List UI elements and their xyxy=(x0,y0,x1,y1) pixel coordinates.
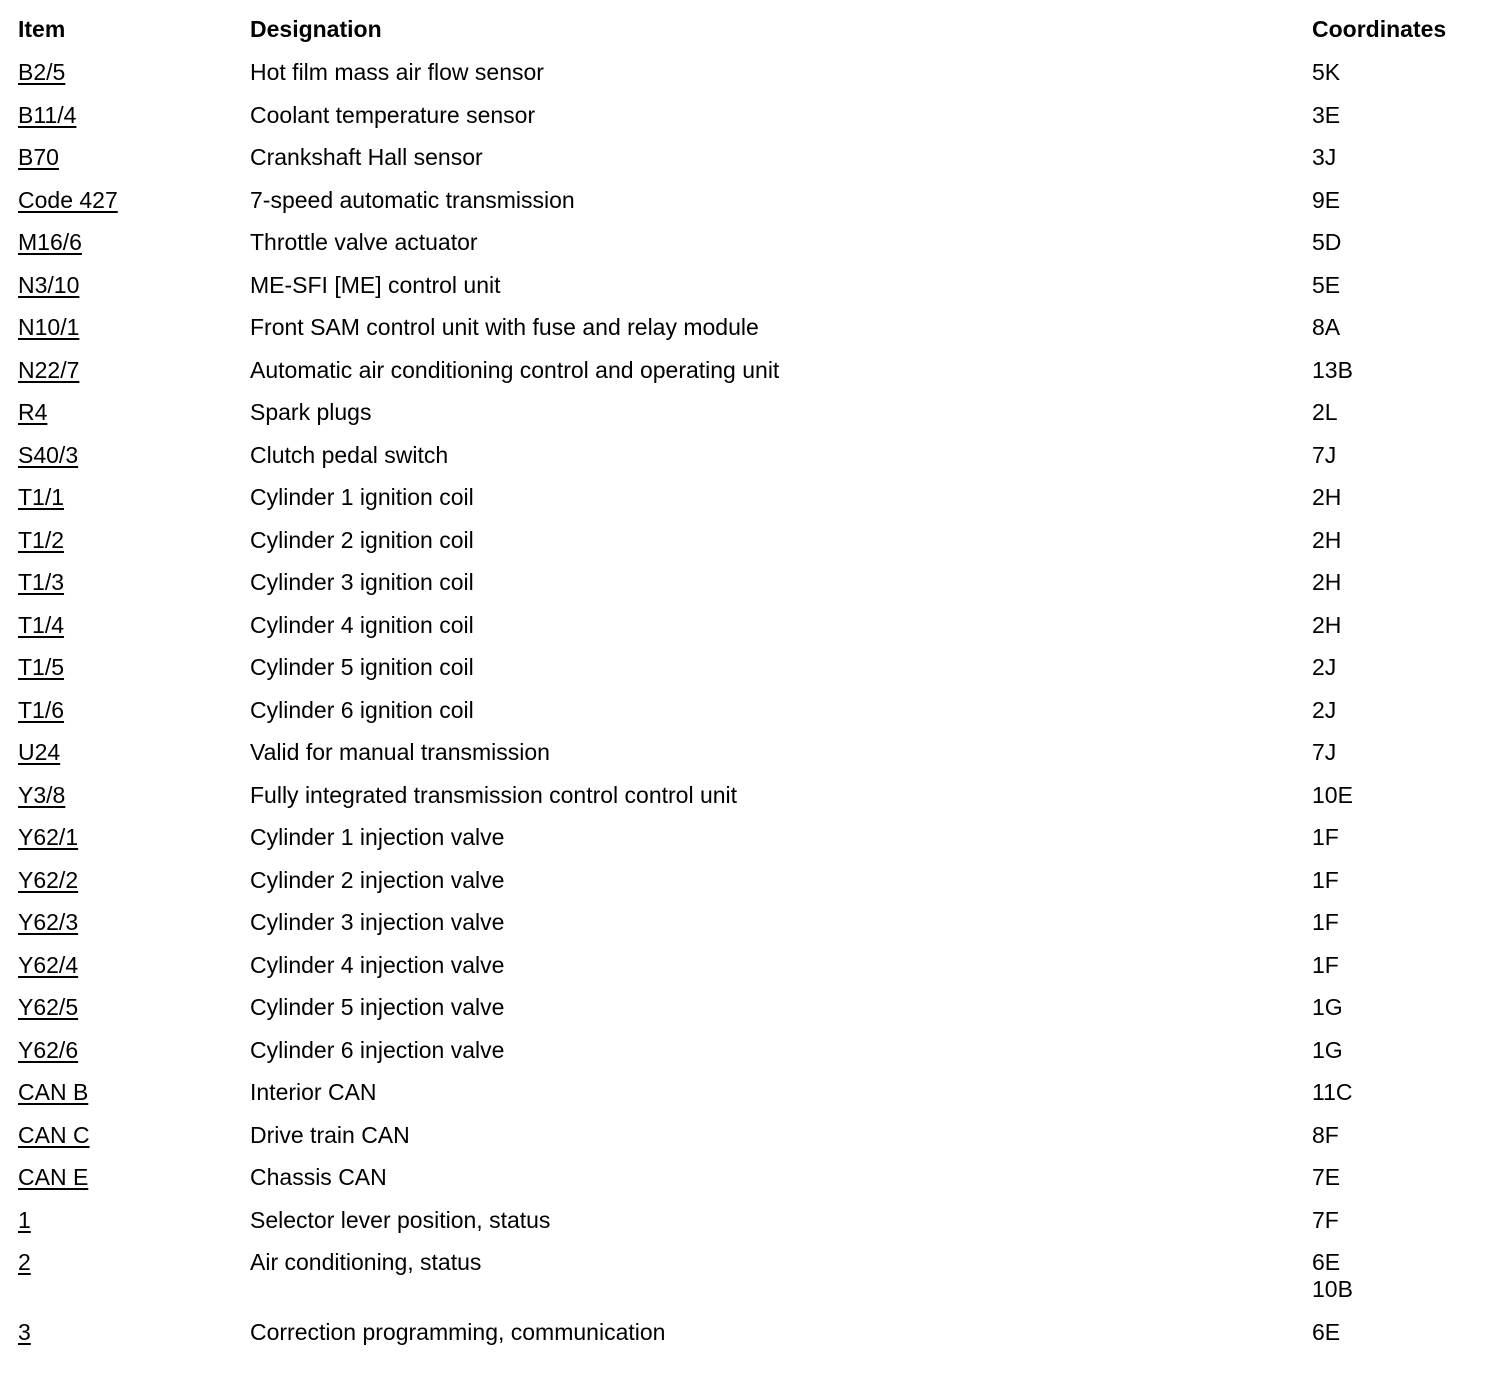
item-cell xyxy=(18,952,250,979)
coordinates-cell xyxy=(1312,994,1488,1021)
designation-cell: 7-speed automatic transmission xyxy=(250,186,575,213)
item-link[interactable]: 3 xyxy=(18,1319,31,1345)
coordinate-value: 1F xyxy=(1312,866,1339,893)
table-row xyxy=(18,187,1488,230)
designation-cell: Cylinder 5 ignition coil xyxy=(250,654,474,680)
coordinate-value: 6E xyxy=(1312,1319,1341,1345)
coordinates-cell xyxy=(1312,824,1488,851)
designation-cell: ME-SFI [ME] control unit xyxy=(250,271,501,298)
table-row xyxy=(18,1207,1488,1250)
designation-cell: Cylinder 4 ignition coil xyxy=(250,611,474,638)
coordinates-cell xyxy=(1312,739,1488,766)
table-row xyxy=(18,1249,1488,1319)
item-cell xyxy=(18,357,250,384)
table-row xyxy=(18,697,1488,740)
coordinates-cell xyxy=(1312,782,1488,809)
item-cell xyxy=(18,484,250,511)
designation-cell: Cylinder 5 injection valve xyxy=(250,994,505,1020)
designation-cell: Cylinder 6 ignition coil xyxy=(250,696,474,723)
coordinate-value: 2L xyxy=(1312,399,1338,425)
item-cell xyxy=(18,994,250,1021)
coordinates-cell xyxy=(1312,1319,1488,1346)
coordinate-value: 9E xyxy=(1312,186,1341,213)
coordinate-value: 2H xyxy=(1312,569,1342,595)
table-row xyxy=(18,824,1488,867)
designation-cell: Throttle valve actuator xyxy=(250,229,478,255)
item-link[interactable]: 1 xyxy=(18,1206,31,1233)
coordinates-cell xyxy=(1312,1079,1488,1106)
table-row xyxy=(18,399,1488,442)
designation-cell: Valid for manual transmission xyxy=(250,739,550,765)
item-cell xyxy=(18,1207,250,1234)
table-row xyxy=(18,1319,1488,1362)
item-cell xyxy=(18,1037,250,1064)
coordinate-value: 5D xyxy=(1312,229,1342,255)
coordinate-value: 2H xyxy=(1312,611,1342,638)
item-cell xyxy=(18,697,250,724)
designation-cell: Crankshaft Hall sensor xyxy=(250,144,483,170)
item-link[interactable]: Y62/2 xyxy=(18,866,79,893)
item-link[interactable]: T1/6 xyxy=(18,696,65,723)
coordinate-value: 7E xyxy=(1312,1164,1341,1190)
designation-cell: Cylinder 2 injection valve xyxy=(250,866,505,893)
coordinate-value: 8A xyxy=(1312,314,1341,340)
item-link[interactable]: B11/4 xyxy=(18,101,77,128)
coordinates-cell xyxy=(1312,399,1488,426)
table-row xyxy=(18,1079,1488,1122)
coordinates-cell xyxy=(1312,357,1488,384)
item-link[interactable]: T1/1 xyxy=(18,484,65,510)
coordinates-cell xyxy=(1312,144,1488,171)
table-row xyxy=(18,1037,1488,1080)
table-row xyxy=(18,527,1488,570)
legend-table xyxy=(18,16,1488,1362)
table-row xyxy=(18,229,1488,272)
item-cell xyxy=(18,654,250,681)
item-cell xyxy=(18,442,250,469)
item-cell xyxy=(18,782,250,809)
item-cell xyxy=(18,229,250,256)
designation-cell: Cylinder 4 injection valve xyxy=(250,951,505,978)
table-header-row xyxy=(18,16,1488,59)
table-row xyxy=(18,782,1488,825)
item-cell xyxy=(18,1249,250,1276)
table-row xyxy=(18,102,1488,145)
coordinate-value: 5K xyxy=(1312,59,1341,85)
coordinate-value: 2H xyxy=(1312,526,1342,553)
coordinates-cell xyxy=(1312,187,1488,214)
designation-cell: Cylinder 2 ignition coil xyxy=(250,526,474,553)
header-item: Item xyxy=(18,16,66,42)
table-row xyxy=(18,569,1488,612)
item-cell xyxy=(18,144,250,171)
table-row xyxy=(18,909,1488,952)
table-row xyxy=(18,144,1488,187)
coordinate-value: 10B xyxy=(1312,1276,1353,1302)
coordinates-cell xyxy=(1312,442,1488,469)
designation-cell: Cylinder 3 ignition coil xyxy=(250,569,474,595)
designation-cell: Coolant temperature sensor xyxy=(250,101,536,128)
item-cell xyxy=(18,1079,250,1106)
header-coordinates: Coordinates xyxy=(1312,16,1447,42)
table-row xyxy=(18,357,1488,400)
coordinate-value: 1F xyxy=(1312,951,1339,978)
coordinates-cell xyxy=(1312,527,1488,554)
item-cell xyxy=(18,909,250,936)
coordinate-value: 5E xyxy=(1312,271,1341,298)
item-cell xyxy=(18,569,250,596)
item-link[interactable]: T1/4 xyxy=(18,611,65,638)
coordinates-cell xyxy=(1312,569,1488,596)
table-row xyxy=(18,442,1488,485)
table-row xyxy=(18,59,1488,102)
header-designation: Designation xyxy=(250,16,382,42)
item-cell xyxy=(18,102,250,129)
designation-cell: Automatic air conditioning control and operating unit xyxy=(250,356,780,383)
designation-cell: Hot film mass air flow sensor xyxy=(250,59,544,85)
coordinate-value: 7J xyxy=(1312,441,1337,468)
coordinates-cell xyxy=(1312,952,1488,979)
table-row xyxy=(18,739,1488,782)
designation-cell: Cylinder 1 injection valve xyxy=(250,824,505,850)
coordinates-cell xyxy=(1312,314,1488,341)
item-link[interactable]: T1/2 xyxy=(18,526,65,553)
item-link[interactable]: N22/7 xyxy=(18,356,80,383)
item-link[interactable]: M16/6 xyxy=(18,229,82,255)
coordinates-cell xyxy=(1312,484,1488,511)
designation-cell: Fully integrated transmission control control unit xyxy=(250,781,738,808)
coordinate-value: 2J xyxy=(1312,654,1337,680)
table-row xyxy=(18,952,1488,995)
item-link[interactable]: S40/3 xyxy=(18,441,79,468)
coordinates-cell xyxy=(1312,1164,1488,1191)
item-cell xyxy=(18,314,250,341)
coordinate-value: 3E xyxy=(1312,101,1341,128)
coordinate-value: 10E xyxy=(1312,781,1353,808)
designation-cell: Spark plugs xyxy=(250,399,372,425)
coordinates-cell xyxy=(1312,102,1488,129)
item-cell xyxy=(18,272,250,299)
coordinates-cell xyxy=(1312,612,1488,639)
coordinate-value: 1G xyxy=(1312,1036,1343,1063)
designation-cell: Clutch pedal switch xyxy=(250,441,449,468)
item-link[interactable]: N3/10 xyxy=(18,271,80,298)
item-link[interactable]: CAN E xyxy=(18,1164,89,1190)
table-row xyxy=(18,484,1488,527)
coordinates-cell xyxy=(1312,59,1488,86)
designation-cell: Cylinder 6 injection valve xyxy=(250,1036,505,1063)
coordinates-cell xyxy=(1312,1037,1488,1064)
item-link[interactable]: T1/5 xyxy=(18,654,65,680)
item-cell xyxy=(18,612,250,639)
coordinates-cell xyxy=(1312,654,1488,681)
item-link[interactable]: Y62/4 xyxy=(18,951,79,978)
item-link[interactable]: Y62/6 xyxy=(18,1036,79,1063)
item-cell xyxy=(18,59,250,86)
coordinates-cell xyxy=(1312,272,1488,299)
designation-cell: Selector lever position, status xyxy=(250,1206,551,1233)
coordinate-value: 11C xyxy=(1312,1079,1353,1105)
coordinates-cell xyxy=(1312,909,1488,936)
coordinate-value: 7J xyxy=(1312,739,1337,765)
designation-cell: Drive train CAN xyxy=(250,1121,410,1148)
item-cell xyxy=(18,399,250,426)
designation-cell: Front SAM control unit with fuse and relay module xyxy=(250,314,759,340)
table-row xyxy=(18,867,1488,910)
designation-cell: Air conditioning, status xyxy=(250,1249,482,1275)
item-link[interactable]: B70 xyxy=(18,144,59,170)
coordinate-value: 8F xyxy=(1312,1121,1339,1148)
coordinate-value: 3J xyxy=(1312,144,1337,170)
item-link[interactable]: U24 xyxy=(18,739,61,765)
item-link[interactable]: Y62/5 xyxy=(18,994,79,1020)
table-row xyxy=(18,314,1488,357)
coordinate-value: 1G xyxy=(1312,994,1343,1020)
item-cell xyxy=(18,739,250,766)
table-row xyxy=(18,1122,1488,1165)
item-cell xyxy=(18,824,250,851)
item-cell xyxy=(18,527,250,554)
coordinates-cell xyxy=(1312,1122,1488,1149)
coordinate-value: 2H xyxy=(1312,484,1342,510)
coordinate-value: 1F xyxy=(1312,824,1339,850)
table-row xyxy=(18,612,1488,655)
coordinate-value: 13B xyxy=(1312,356,1353,383)
designation-cell: Correction programming, communication xyxy=(250,1319,666,1345)
item-cell xyxy=(18,867,250,894)
coordinates-cell xyxy=(1312,1207,1488,1234)
coordinate-value: 2J xyxy=(1312,696,1337,723)
designation-cell: Chassis CAN xyxy=(250,1164,387,1190)
coordinates-cell xyxy=(1312,697,1488,724)
item-link[interactable]: Y62/3 xyxy=(18,909,79,935)
table-row xyxy=(18,1164,1488,1207)
coordinates-cell xyxy=(1312,867,1488,894)
designation-cell: Cylinder 1 ignition coil xyxy=(250,484,474,510)
designation-cell: Interior CAN xyxy=(250,1079,377,1105)
item-link[interactable]: N10/1 xyxy=(18,314,80,340)
coordinate-value: 1F xyxy=(1312,909,1339,935)
coordinate-value: 7F xyxy=(1312,1206,1339,1233)
table-body xyxy=(18,59,1488,1362)
item-link[interactable]: Y62/1 xyxy=(18,824,79,850)
item-cell xyxy=(18,1122,250,1149)
designation-cell: Cylinder 3 injection valve xyxy=(250,909,505,935)
item-cell xyxy=(18,1164,250,1191)
item-cell xyxy=(18,187,250,214)
table-row xyxy=(18,994,1488,1037)
table-row xyxy=(18,272,1488,315)
coordinate-value: 6E xyxy=(1312,1249,1341,1275)
item-link[interactable]: Code 427 xyxy=(18,186,118,213)
coordinates-cell xyxy=(1312,229,1488,256)
item-link[interactable]: T1/3 xyxy=(18,569,65,595)
coordinates-cell xyxy=(1312,1249,1488,1303)
table-row xyxy=(18,654,1488,697)
item-link[interactable]: CAN B xyxy=(18,1079,89,1105)
item-link[interactable]: Y3/8 xyxy=(18,781,66,808)
item-link[interactable]: 2 xyxy=(18,1249,31,1275)
item-link[interactable]: B2/5 xyxy=(18,59,66,85)
item-cell xyxy=(18,1319,250,1346)
item-link[interactable]: R4 xyxy=(18,399,48,425)
item-link[interactable]: CAN C xyxy=(18,1121,90,1148)
